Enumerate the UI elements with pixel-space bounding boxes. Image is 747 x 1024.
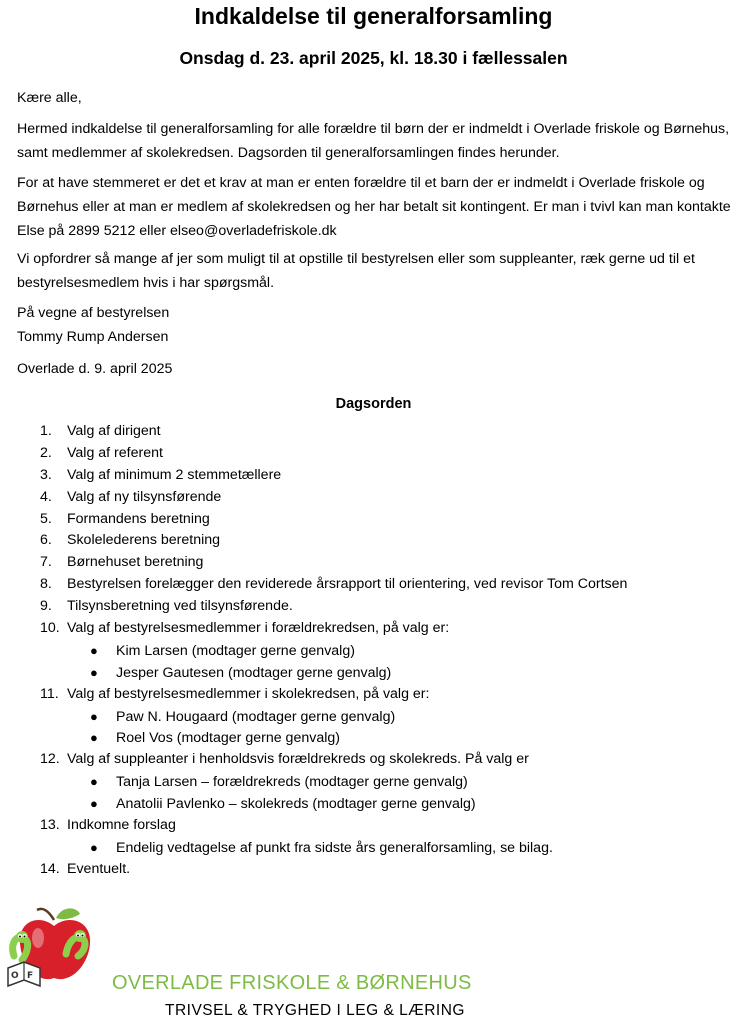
- meeting-date-subtitle: Onsdag d. 23. april 2025, kl. 18.30 i fællessalen: [179, 48, 568, 68]
- logo-letter-o: O: [11, 971, 19, 981]
- agenda-item-text: Valg af suppleanter i henholdsvis forældrekreds og skolekreds. På valg er: [67, 751, 529, 768]
- agenda-item-number: 13.: [40, 817, 60, 834]
- bullet-icon: ●: [90, 839, 98, 855]
- agenda-item-number: 14.: [40, 860, 60, 877]
- school-logo: [4, 904, 104, 990]
- agenda-sub-bullet: [40, 706, 720, 728]
- agenda-item: [40, 465, 720, 487]
- agenda-sub-bullet: [40, 793, 720, 815]
- school-tagline: TRIVSEL & TRYGHED I LEG & LÆRING: [165, 1002, 465, 1019]
- agenda-item-text: Bestyrelsen forelægger den reviderede årsrapport til orientering, ved revisor Tom Cortsen: [67, 576, 628, 593]
- agenda-sub-bullet-text: Endelig vedtagelse af punkt fra sidste års generalforsamling, se bilag.: [116, 839, 553, 856]
- agenda-item-text: Valg af dirigent: [67, 423, 161, 439]
- agenda-item-text: Eventuelt.: [67, 860, 131, 877]
- agenda-item-number: 8.: [40, 576, 52, 593]
- agenda-sub-bullet-text: Anatolii Pavlenko – skolekreds (modtager gerne genvalg): [116, 796, 476, 813]
- greeting: Kære alle,: [17, 90, 82, 106]
- agenda-item: [40, 749, 720, 771]
- intro-paragraph: Hermed indkaldelse til generalforsamling for alle forældre til børn der er indmeldt i Overlade friskole og Børnehus, samt medlemmer af skolekredsen. Dagsorden til generalforsamlingen findes herunder.: [17, 121, 730, 161]
- document-title: Indkaldelse til generalforsamling: [194, 3, 553, 29]
- agenda-item-text: Valg af bestyrelsesmedlemmer i forældrekredsen, på valg er:: [67, 620, 450, 637]
- date-line: Overlade d. 9. april 2025: [17, 361, 173, 377]
- agenda-item: [40, 859, 720, 881]
- agenda-sub-bullet: [40, 662, 720, 684]
- agenda-title: Dagsorden: [335, 396, 412, 412]
- agenda-sub-bullet: [40, 727, 720, 749]
- signature-line-board: På vegne af bestyrelsen: [17, 305, 170, 321]
- agenda-list: [40, 421, 720, 881]
- candidates-paragraph: Vi opfordrer så mange af jer som muligt til at opstille til bestyrelsen eller som suppleanter, ræk gerne ud til et bestyrelsesmedlem hvis i har spørgsmål.: [17, 251, 695, 291]
- bullet-icon: ●: [90, 730, 98, 746]
- bullet-icon: ●: [90, 774, 98, 790]
- agenda-item: [40, 574, 720, 596]
- agenda-item-number: 9.: [40, 598, 52, 615]
- agenda-item-number: 10.: [40, 620, 60, 637]
- bullet-icon: ●: [90, 796, 98, 812]
- agenda-item: [40, 487, 720, 509]
- agenda-item-number: 4.: [40, 488, 52, 505]
- agenda-item-number: 1.: [40, 423, 52, 439]
- agenda-item-number: 6.: [40, 532, 52, 549]
- agenda-item-number: 5.: [40, 510, 52, 527]
- agenda-item: [40, 530, 720, 552]
- agenda-item-text: Valg af minimum 2 stemmetællere: [67, 466, 282, 483]
- agenda-sub-bullet-text: Jesper Gautesen (modtager gerne genvalg): [116, 664, 392, 681]
- agenda-item: [40, 596, 720, 618]
- agenda-item: [40, 815, 720, 837]
- agenda-item: [40, 421, 720, 443]
- signature-block: [17, 301, 735, 349]
- voting-rights-paragraph: For at have stemmeret er det et krav at man er enten forældre til et barn der er indmeldt i Overlade friskole og Børnehus eller at man er medlem af skolekredsen og her har betalt sit kontingent. Er man i tvivl kan man kontakte Else på 2899 5212 eller elseo@overladefriskole.dk: [17, 175, 731, 239]
- signature-line-name: Tommy Rump Andersen: [17, 329, 169, 345]
- agenda-item: [40, 443, 720, 465]
- agenda-item-number: 12.: [40, 751, 60, 768]
- agenda-sub-bullet: [40, 837, 720, 859]
- agenda-item-text: Valg af referent: [67, 444, 163, 461]
- agenda-item-number: 11.: [40, 685, 59, 702]
- agenda-item-text: Valg af bestyrelsesmedlemmer i skolekredsen, på valg er:: [67, 685, 430, 702]
- bullet-icon: ●: [90, 664, 98, 680]
- bullet-icon: ●: [90, 708, 98, 724]
- agenda-item-text: Valg af ny tilsynsførende: [67, 488, 222, 505]
- agenda-item: [40, 618, 720, 640]
- agenda-sub-bullet-text: Kim Larsen (modtager gerne genvalg): [116, 642, 355, 659]
- agenda-sub-bullet: [40, 771, 720, 793]
- agenda-item: [40, 552, 720, 574]
- agenda-sub-bullet-text: Tanja Larsen – forældrekreds (modtager gerne genvalg): [116, 774, 468, 791]
- apple-with-worms-logo-icon: [4, 904, 104, 990]
- agenda-item: [40, 684, 720, 706]
- agenda-item-number: 3.: [40, 466, 52, 483]
- agenda-sub-bullet: [40, 640, 720, 662]
- agenda-item: [40, 509, 720, 531]
- agenda-item-number: 2.: [40, 444, 52, 461]
- agenda-item-text: Børnehuset beretning: [67, 554, 204, 571]
- agenda-item-number: 7.: [40, 554, 52, 571]
- agenda-item-text: Tilsynsberetning ved tilsynsførende.: [67, 598, 293, 615]
- agenda-item-text: Formandens beretning: [67, 510, 210, 527]
- agenda-item-text: Indkomne forslag: [67, 817, 176, 834]
- agenda-sub-bullet-text: Roel Vos (modtager gerne genvalg): [116, 730, 340, 747]
- agenda-item-text: Skolelederens beretning: [67, 532, 221, 549]
- bullet-icon: ●: [90, 642, 98, 658]
- agenda-sub-bullet-text: Paw N. Hougaard (modtager gerne genvalg): [116, 708, 396, 725]
- logo-letter-f: F: [27, 971, 34, 981]
- school-name: OVERLADE FRISKOLE & BØRNEHUS: [112, 972, 472, 994]
